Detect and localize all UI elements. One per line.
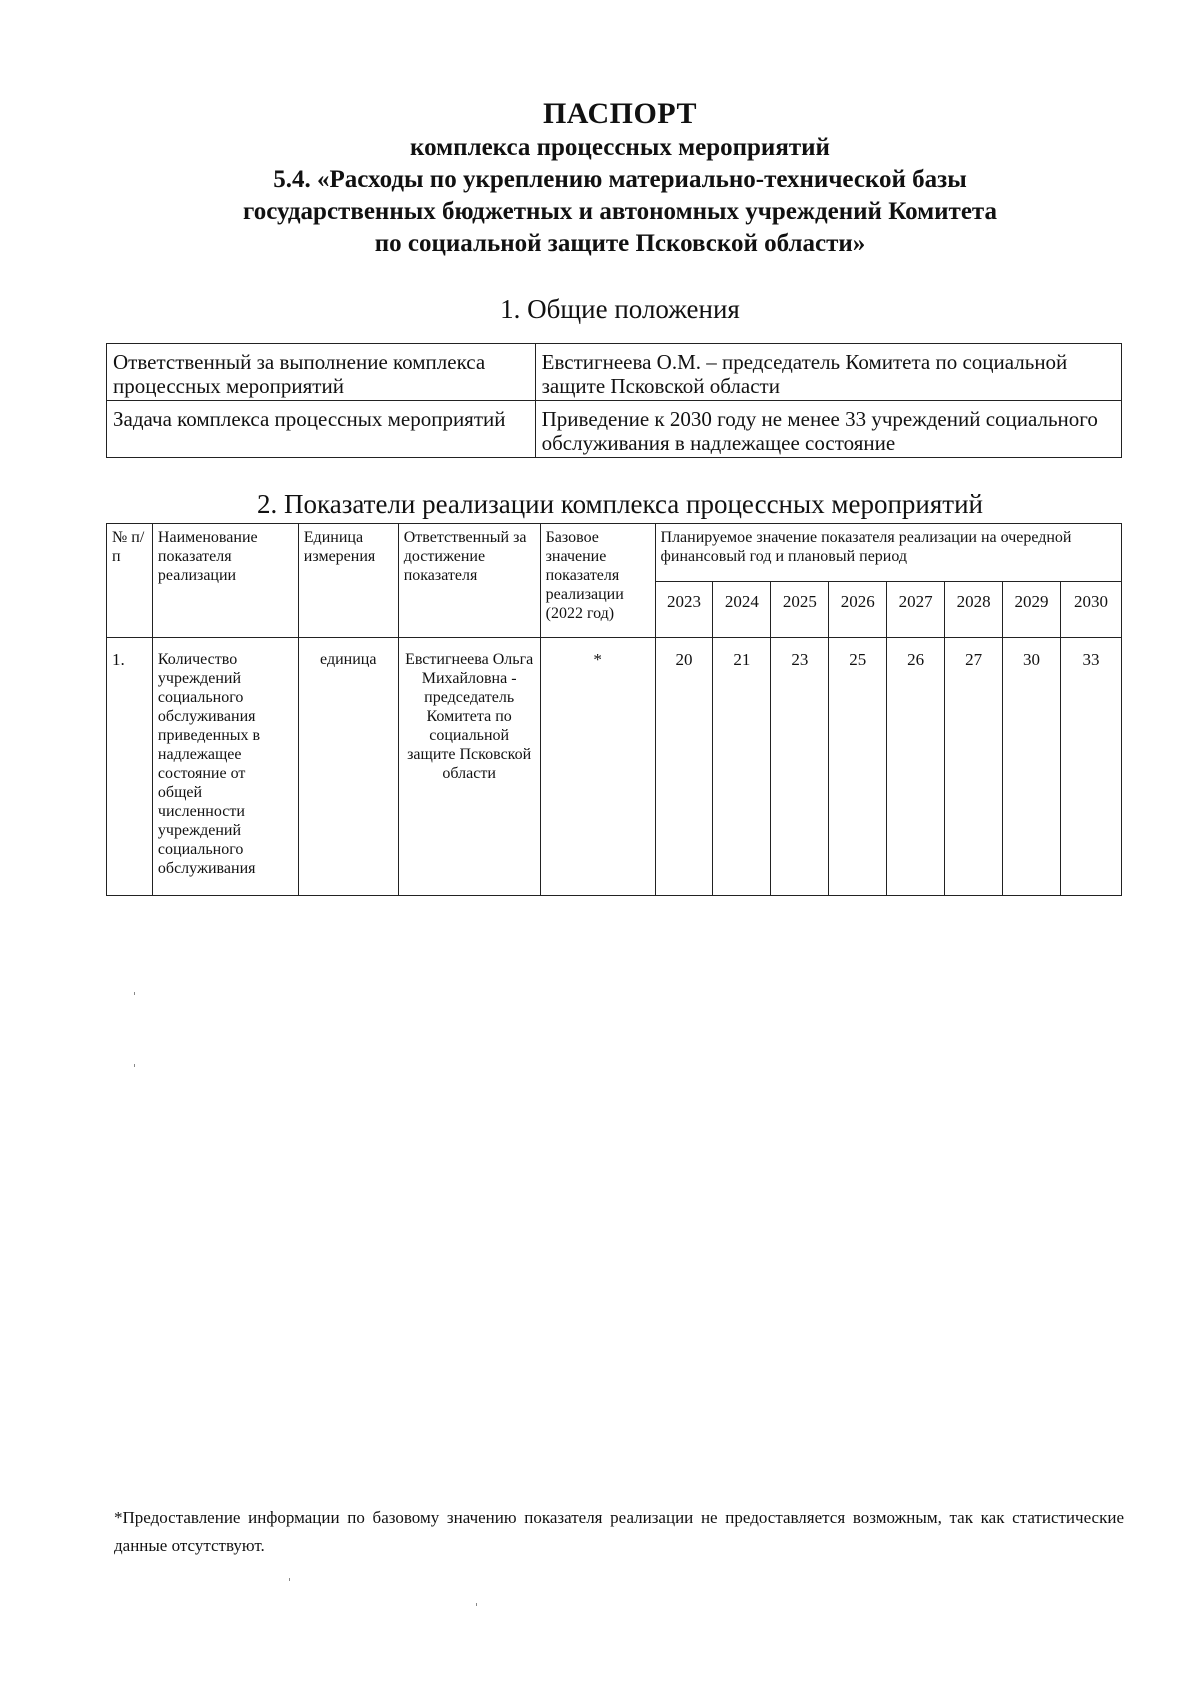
- table-row: [107, 638, 1122, 896]
- cell-value: 30: [1003, 638, 1061, 896]
- cell-responsible: Евстигнеева Ольга Михайловна - председатель Комитета по социальной защите Псковской области: [398, 638, 540, 896]
- document-title: ПАСПОРТ: [542, 97, 698, 130]
- header-year: 2025: [771, 582, 829, 638]
- cell-value: 21: [713, 638, 771, 896]
- cell-value: 33: [1060, 638, 1121, 896]
- row-value: Приведение к 2030 году не менее 33 учреждений социального обслуживания в надлежащее состояние: [535, 401, 1121, 458]
- cell-value: 27: [945, 638, 1003, 896]
- scan-speck: [289, 1578, 290, 1581]
- subtitle-line: государственных бюджетных и автономных учреждений Комитета: [242, 198, 998, 225]
- header-year: 2024: [713, 582, 771, 638]
- document-title-block: [100, 96, 1140, 260]
- header-year: 2026: [829, 582, 887, 638]
- header-row: [107, 524, 1122, 582]
- header-year: 2029: [1003, 582, 1061, 638]
- cell-value: 20: [655, 638, 713, 896]
- section1-heading: 1. Общие положения: [500, 294, 740, 324]
- subtitle-line: комплекса процессных мероприятий: [410, 134, 830, 161]
- indicators-table: [106, 523, 1122, 896]
- header-name: Наименование показателя реализации: [152, 524, 298, 638]
- header-planned: Планируемое значение показателя реализации на очередной финансовый год и плановый период: [655, 524, 1121, 582]
- subtitle-line: по социальной защите Псковской области»: [374, 230, 866, 257]
- table-row: [107, 344, 1122, 401]
- scan-speck: [134, 1064, 135, 1067]
- scan-speck: [476, 1603, 477, 1606]
- cell-value: 25: [829, 638, 887, 896]
- header-year: 2030: [1060, 582, 1121, 638]
- cell-base: *: [540, 638, 655, 896]
- header-year: 2023: [655, 582, 713, 638]
- row-value: Евстигнеева О.М. – председатель Комитета по социальной защите Псковской области: [535, 344, 1121, 401]
- row-label: Ответственный за выполнение комплекса процессных мероприятий: [107, 344, 536, 401]
- footnote: *Предоставление информации по базовому значению показателя реализации не предоставляется возможным, так как статистические данные отсутствуют.: [114, 1508, 1124, 1555]
- header-year: 2027: [887, 582, 945, 638]
- cell-unit: единица: [298, 638, 398, 896]
- cell-value: 26: [887, 638, 945, 896]
- cell-num: 1.: [107, 638, 153, 896]
- row-label: Задача комплекса процессных мероприятий: [107, 401, 536, 458]
- subtitle-line: 5.4. «Расходы по укреплению материально-технической базы: [273, 166, 967, 193]
- header-year: 2028: [945, 582, 1003, 638]
- cell-value: 23: [771, 638, 829, 896]
- table-row: [107, 401, 1122, 458]
- header-responsible: Ответственный за достижение показателя: [398, 524, 540, 638]
- header-base: Базовое значение показателя реализации (2022 год): [540, 524, 655, 638]
- header-num: № п/п: [107, 524, 153, 638]
- general-provisions-table: [106, 343, 1122, 458]
- cell-name: Количество учреждений социального обслуживания приведенных в надлежащее состояние от общей численности учреждений социального обслуживания: [152, 638, 298, 896]
- scan-speck: [134, 992, 135, 995]
- section2-heading: 2. Показатели реализации комплекса процессных мероприятий: [257, 489, 983, 519]
- header-unit: Единица измерения: [298, 524, 398, 638]
